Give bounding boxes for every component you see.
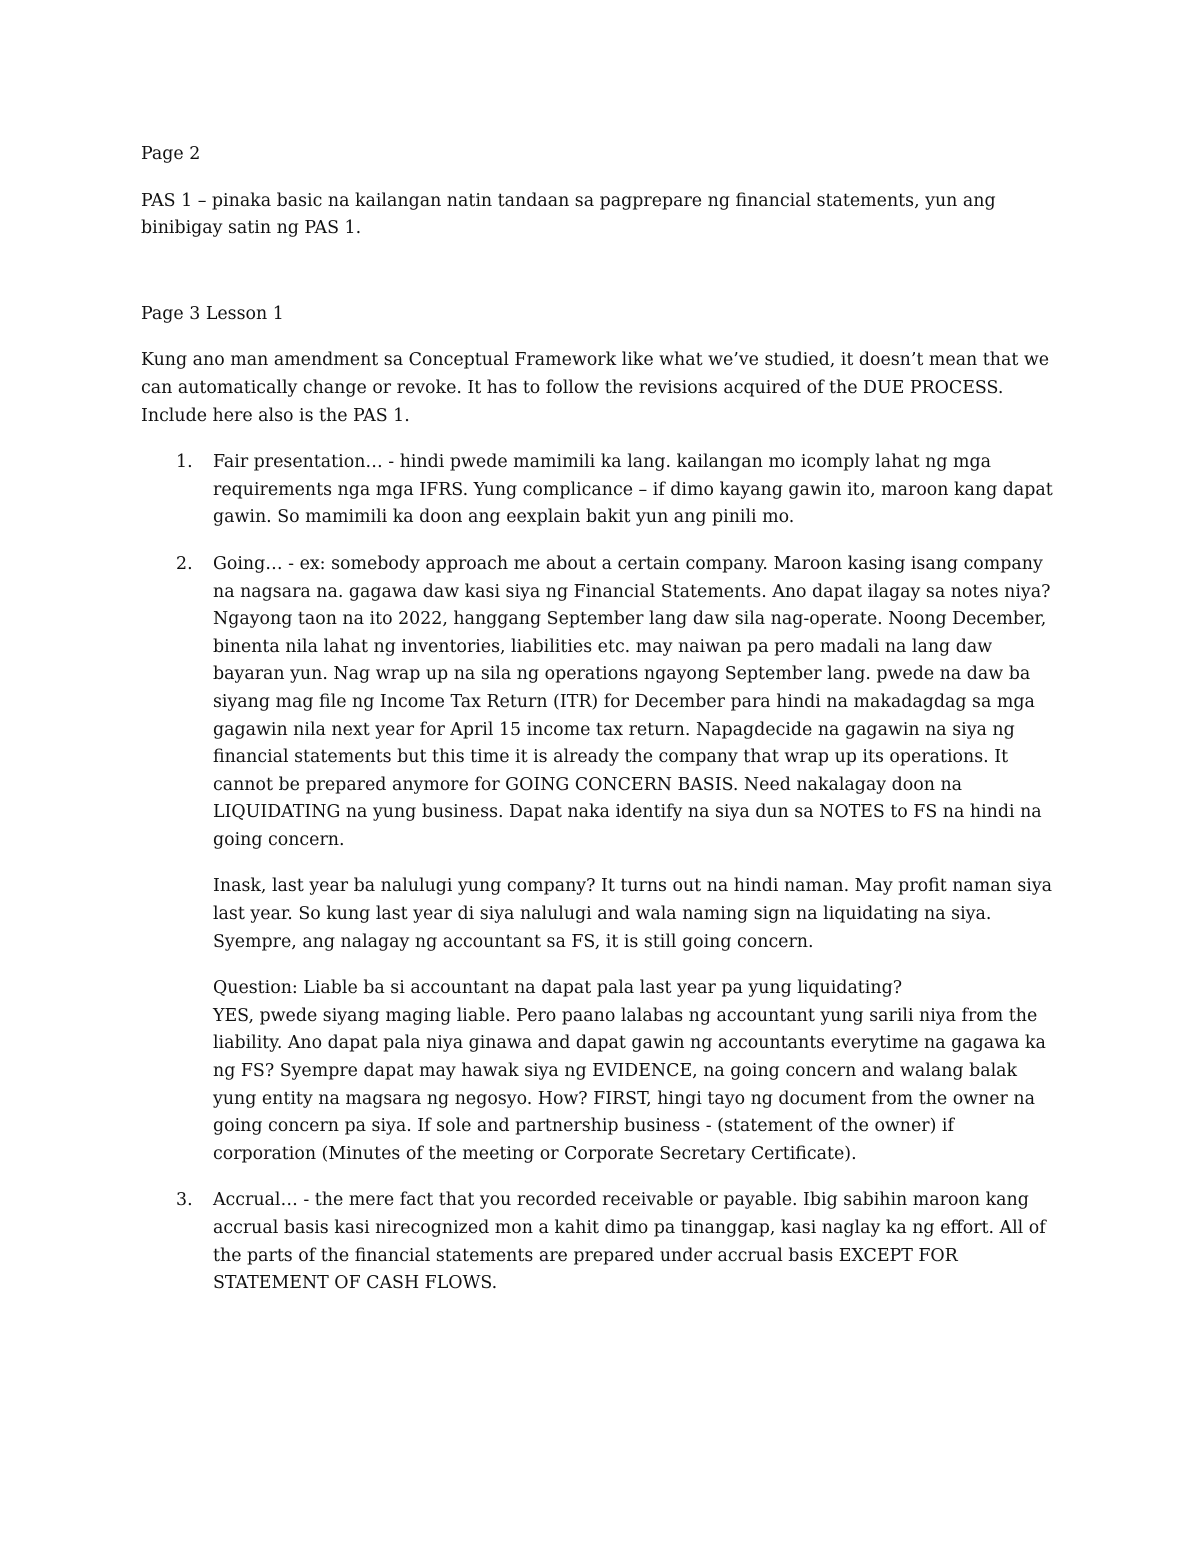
list-item-answer: YES, pwede siyang maging liable. Pero paano lalabas ng accountant yung sarili niya from the liability. Ano dapat pala niya ginawa and dapat gawin ng accountants everytime na gagawa ka ng FS? Syempre dapat may hawak siya ng EVIDENCE, na going concern and walang balak yung entity na magsara ng negosyo. How? FIRST, hingi tayo ng document from the owner na going concern pa siya. If sole and partnership business - (statement of the owner) if corporation (Minutes of the meeting or Corporate Secretary Certificate). bbox=[213, 1005, 1046, 1164]
heading-page-3-lesson-1: Page 3 Lesson 1 bbox=[141, 303, 284, 324]
heading-page-2: Page 2 bbox=[141, 144, 201, 164]
list-item-number: 3. bbox=[176, 1190, 193, 1211]
list-item-text: Going… - ex: somebody approach me about a certain company. Maroon kasing isang company na nagsara na. gagawa daw kasi siya ng Financial Statements. Ano dapat ilagay sa notes niya? Ngayong taon na ito 2022, hanggang September lang daw sila nag-operate. Noong December, binenta nila lahat ng inventories, liabilities etc. may naiwan pa pero madali na lang daw bayaran yun. Nag wrap up na sila ng operations ngayong September lang. pwede na daw ba siyang mag file ng Income Tax Return (ITR) for December para hindi na makadagdag sa mga gagawin nila next year for April 15 income tax return. Napagdecide na gagawin na siya ng financial statements but this time it is already the company that wrap up its operations. It cannot be prepared anymore for GOING CONCERN BASIS. Need nakalagay doon na LIQUIDATING na yung business. Dapat naka identify na siya dun sa NOTES to FS na hindi na going concern. bbox=[213, 553, 1051, 850]
paragraph-intro: Kung ano man amendment sa Conceptual Framework like what we’ve studied, it doesn’t mean that we can automatically change or revoke. It has to follow the revisions acquired of the DUE PROCESS. Include here also is the PAS 1. bbox=[141, 350, 1050, 426]
document-body bbox=[141, 141, 1061, 1317]
paragraph-pas1: PAS 1 – pinaka basic na kailangan natin tandaan sa pagprepare ng financial statements, yun ang binibigay satin ng PAS 1. bbox=[141, 190, 996, 239]
list-item-text: Accrual… - the mere fact that you recorded receivable or payable. Ibig sabihin maroon kang accrual basis kasi nirecognized mon a kahit dimo pa tinanggap, kasi naglay ka ng effort. All of the parts of the financial statements are prepared under accrual basis EXCEPT FOR STATEMENT OF CASH FLOWS. bbox=[213, 1190, 1046, 1294]
list-item-sub-paragraph: Inask, last year ba nalulugi yung company? It turns out na hindi naman. May profit naman siya last year. So kung last year di siya nalulugi and wala naming sign na liquidating na siya. Syempre, ang nalagay ng accountant sa FS, it is still going concern. bbox=[213, 876, 1053, 952]
numbered-list bbox=[141, 449, 1061, 1298]
list-item-question: Question: Liable ba si accountant na dapat pala last year pa yung liquidating? bbox=[213, 978, 903, 999]
list-item-text: Fair presentation… - hindi pwede mamimili ka lang. kailangan mo icomply lahat ng mga requirements nga mga IFRS. Yung complicance – if dimo kayang gawin ito, maroon kang dapat gawin. So mamimili ka doon ang eexplain bakit yun ang pinili mo. bbox=[213, 452, 1053, 528]
list-item-fair-presentation bbox=[141, 449, 1061, 532]
list-item-going-concern bbox=[141, 551, 1061, 1168]
list-item-number: 2. bbox=[176, 553, 193, 574]
list-item-accrual bbox=[141, 1187, 1061, 1297]
list-item-number: 1. bbox=[176, 452, 193, 473]
